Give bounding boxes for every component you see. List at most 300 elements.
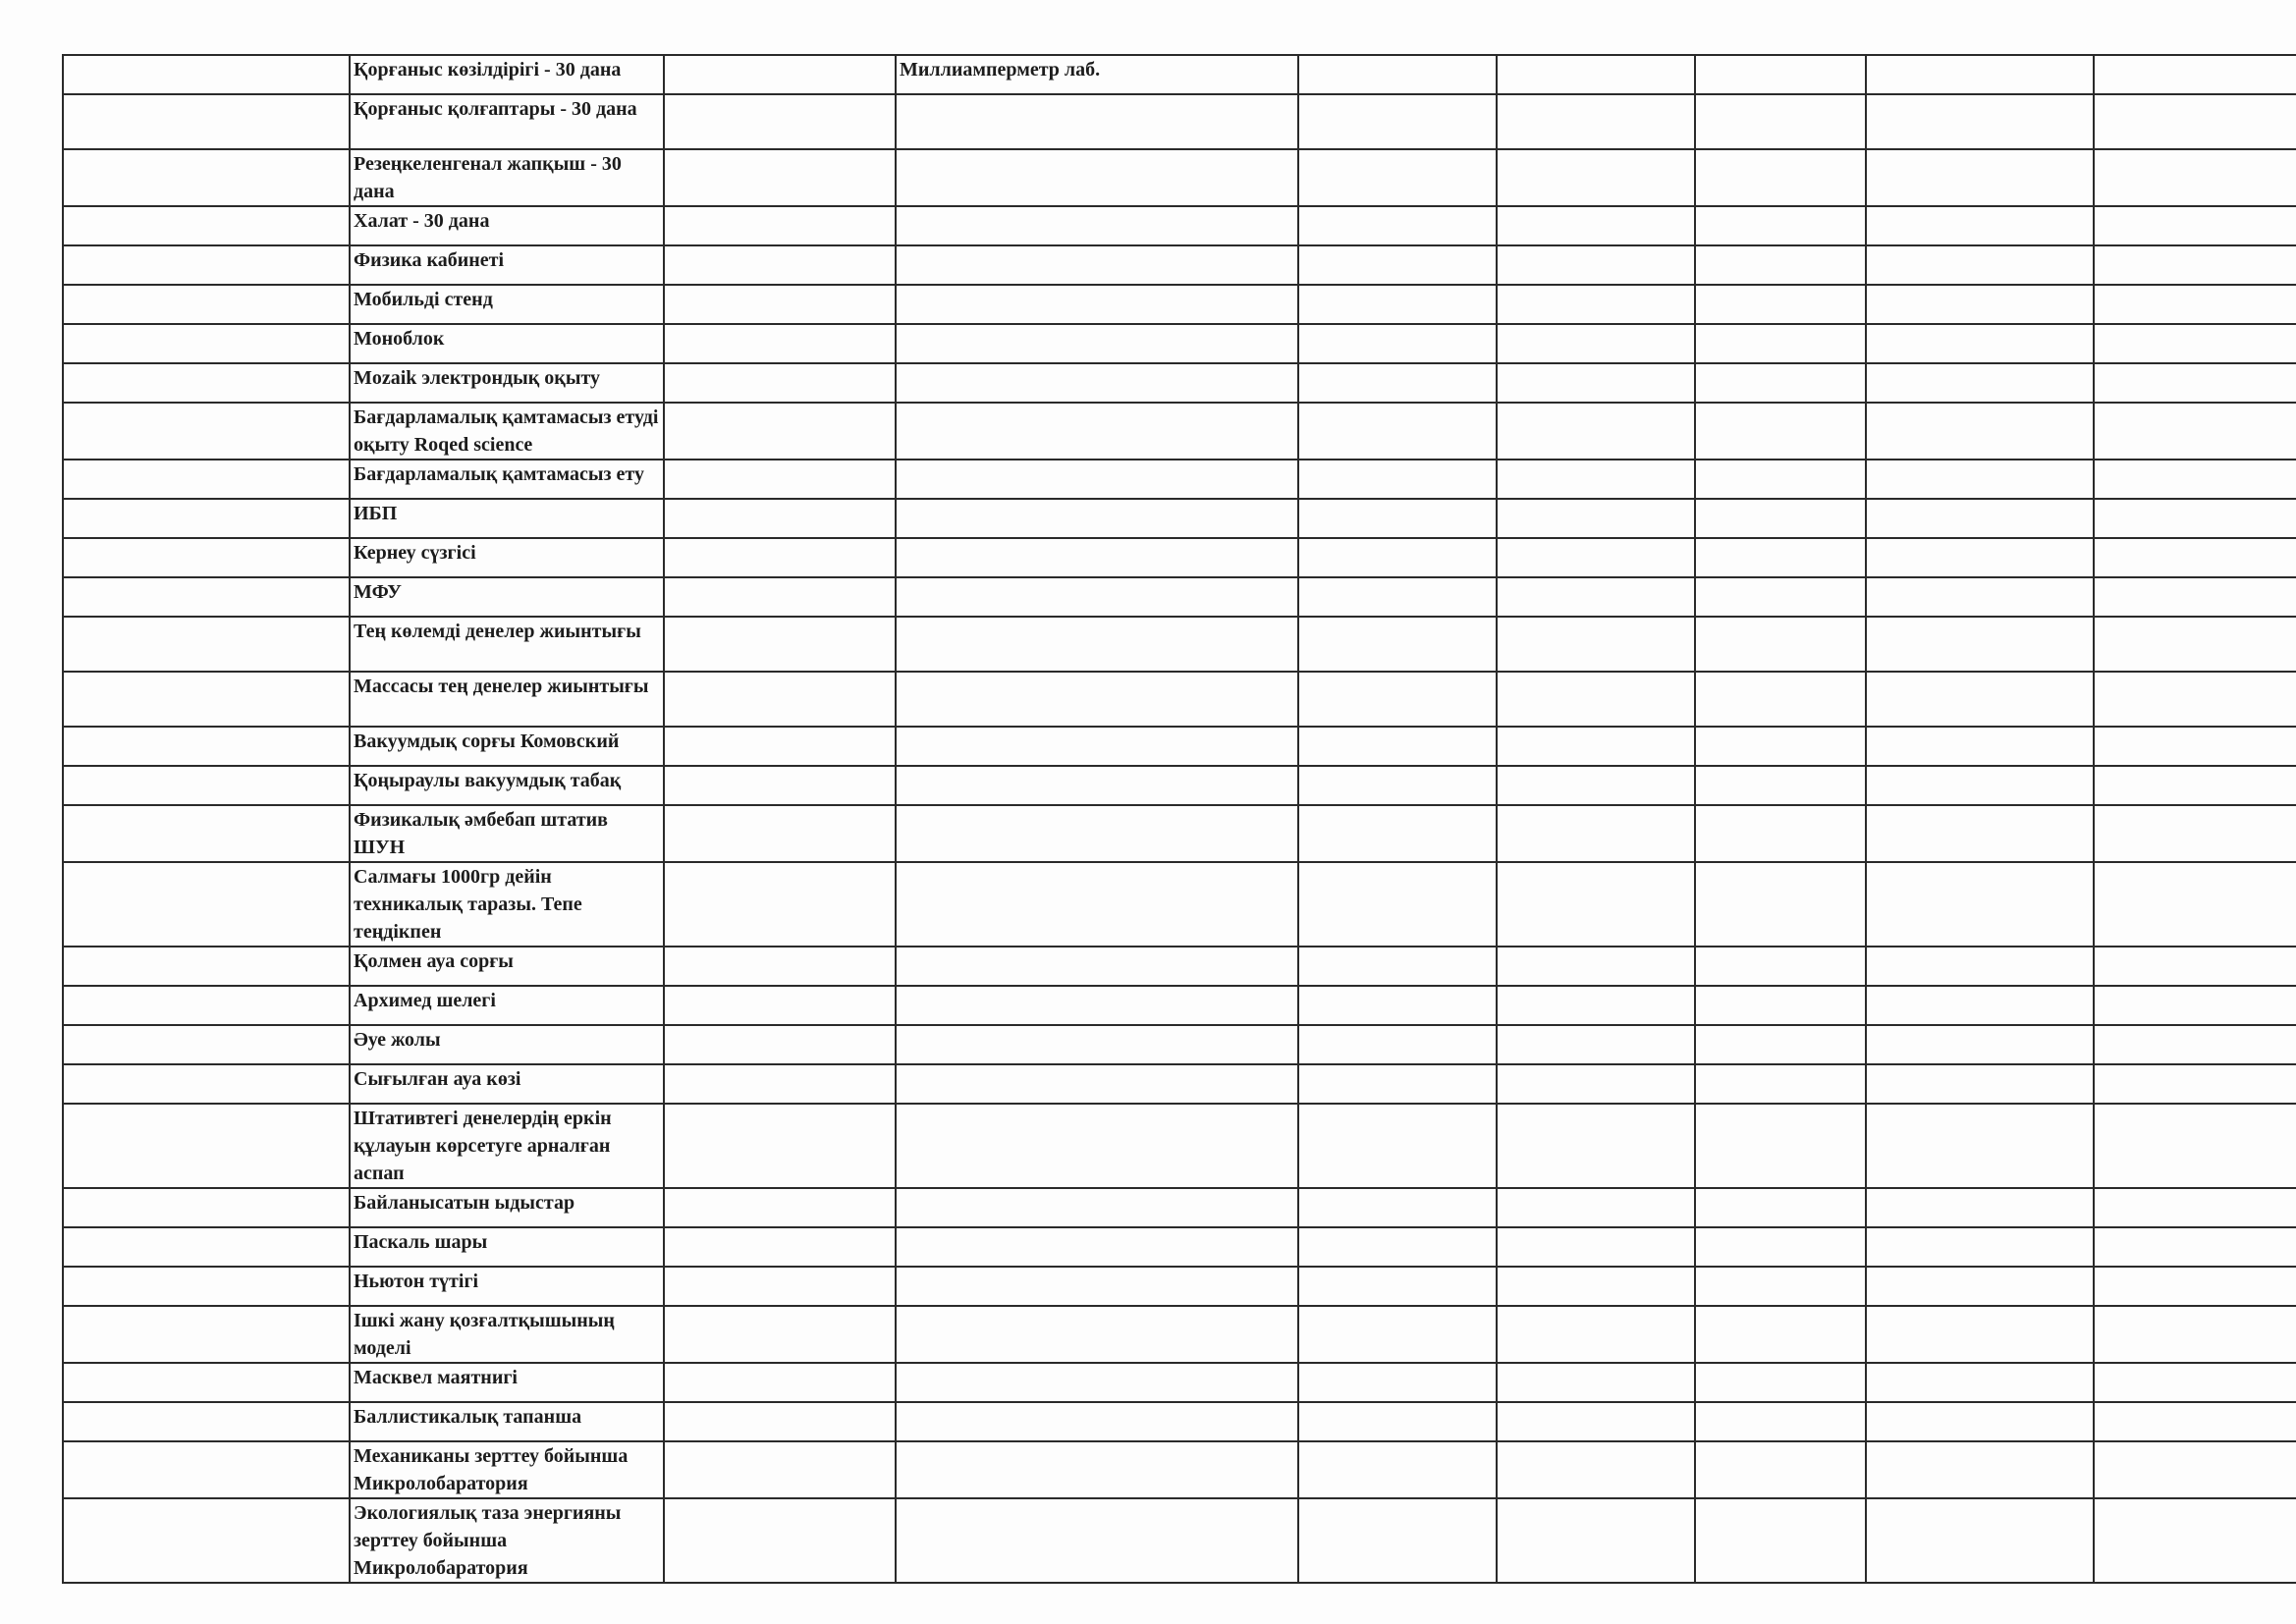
empty-cell (63, 499, 350, 538)
empty-cell (2094, 1025, 2296, 1064)
empty-cell (664, 324, 896, 363)
empty-cell (664, 499, 896, 538)
empty-cell (1695, 245, 1866, 285)
empty-cell (1695, 1363, 1866, 1402)
item-name-cell: Қорғаныс қолғаптары - 30 дана (350, 94, 664, 149)
instrument-cell (896, 94, 1298, 149)
empty-cell (2094, 206, 2296, 245)
empty-cell (664, 403, 896, 460)
empty-cell (1497, 1441, 1695, 1498)
item-name-cell: Бағдарламалық қамтамасыз ету (350, 460, 664, 499)
empty-cell (1298, 324, 1497, 363)
empty-cell (1695, 149, 1866, 206)
empty-cell (2094, 1402, 2296, 1441)
table-row (63, 363, 2296, 403)
empty-cell (1866, 94, 2094, 149)
table-row (63, 149, 2296, 206)
empty-cell (2094, 245, 2296, 285)
empty-cell (664, 460, 896, 499)
item-name-cell: Халат - 30 дана (350, 206, 664, 245)
empty-cell (1695, 1306, 1866, 1363)
instrument-cell (896, 1064, 1298, 1104)
empty-cell (1695, 805, 1866, 862)
empty-cell (2094, 499, 2296, 538)
empty-cell (1298, 766, 1497, 805)
table-row (63, 538, 2296, 577)
empty-cell (1298, 947, 1497, 986)
empty-cell (2094, 94, 2296, 149)
empty-cell (1695, 324, 1866, 363)
empty-cell (664, 805, 896, 862)
empty-cell (1298, 538, 1497, 577)
item-name-cell: Механиканы зерттеу бойынша Микролобаратория (350, 1441, 664, 1498)
empty-cell (2094, 460, 2296, 499)
empty-cell (1497, 499, 1695, 538)
table-row (63, 324, 2296, 363)
item-name-cell: Бағдарламалық қамтамасыз етуді оқыту Roqed science (350, 403, 664, 460)
instrument-cell (896, 1402, 1298, 1441)
empty-cell (63, 1064, 350, 1104)
table-row (63, 1498, 2296, 1583)
empty-cell (1497, 766, 1695, 805)
item-name-cell: Кернеу сүзгісі (350, 538, 664, 577)
empty-cell (63, 1498, 350, 1583)
empty-cell (1866, 766, 2094, 805)
item-name-cell: Архимед шелегі (350, 986, 664, 1025)
table-row (63, 285, 2296, 324)
instrument-cell (896, 1025, 1298, 1064)
empty-cell (2094, 1267, 2296, 1306)
empty-cell (63, 363, 350, 403)
empty-cell (63, 1267, 350, 1306)
empty-cell (664, 55, 896, 94)
empty-cell (2094, 1306, 2296, 1363)
item-name-cell: МФУ (350, 577, 664, 617)
empty-cell (63, 727, 350, 766)
instrument-cell (896, 206, 1298, 245)
empty-cell (1866, 1025, 2094, 1064)
table-row (63, 1064, 2296, 1104)
empty-cell (1497, 1104, 1695, 1188)
empty-cell (1866, 403, 2094, 460)
empty-cell (63, 617, 350, 672)
empty-cell (63, 805, 350, 862)
empty-cell (1298, 499, 1497, 538)
empty-cell (1695, 1188, 1866, 1227)
table-row (63, 403, 2296, 460)
empty-cell (63, 206, 350, 245)
item-name-cell: Байланысатын ыдыстар (350, 1188, 664, 1227)
empty-cell (1695, 538, 1866, 577)
empty-cell (664, 538, 896, 577)
empty-cell (664, 672, 896, 727)
empty-cell (1298, 986, 1497, 1025)
empty-cell (2094, 538, 2296, 577)
empty-cell (1497, 1025, 1695, 1064)
empty-cell (63, 577, 350, 617)
empty-cell (63, 986, 350, 1025)
empty-cell (1866, 727, 2094, 766)
empty-cell (1497, 324, 1695, 363)
table-row (63, 805, 2296, 862)
empty-cell (1497, 538, 1695, 577)
empty-cell (1866, 499, 2094, 538)
item-name-cell: Паскаль шары (350, 1227, 664, 1267)
empty-cell (1695, 862, 1866, 947)
empty-cell (63, 1025, 350, 1064)
inventory-table-body (63, 55, 2296, 1583)
empty-cell (1298, 577, 1497, 617)
instrument-cell (896, 285, 1298, 324)
table-row (63, 1025, 2296, 1064)
item-name-cell: Вакуумдық сорғы Комовский (350, 727, 664, 766)
empty-cell (1866, 1188, 2094, 1227)
empty-cell (1497, 1188, 1695, 1227)
empty-cell (1866, 805, 2094, 862)
empty-cell (1298, 55, 1497, 94)
empty-cell (664, 577, 896, 617)
empty-cell (664, 947, 896, 986)
empty-cell (1298, 617, 1497, 672)
empty-cell (1866, 1498, 2094, 1583)
instrument-cell (896, 1441, 1298, 1498)
empty-cell (1298, 727, 1497, 766)
empty-cell (2094, 986, 2296, 1025)
table-row (63, 862, 2296, 947)
empty-cell (1497, 577, 1695, 617)
instrument-cell (896, 1363, 1298, 1402)
empty-cell (1695, 363, 1866, 403)
empty-cell (1866, 1267, 2094, 1306)
empty-cell (2094, 577, 2296, 617)
table-row (63, 1402, 2296, 1441)
instrument-cell (896, 1498, 1298, 1583)
empty-cell (664, 766, 896, 805)
empty-cell (664, 285, 896, 324)
empty-cell (664, 1064, 896, 1104)
instrument-cell (896, 403, 1298, 460)
empty-cell (664, 727, 896, 766)
empty-cell (664, 94, 896, 149)
empty-cell (1695, 285, 1866, 324)
empty-cell (63, 285, 350, 324)
instrument-cell (896, 672, 1298, 727)
table-row (63, 766, 2296, 805)
table-row (63, 1188, 2296, 1227)
instrument-cell (896, 1267, 1298, 1306)
empty-cell (664, 363, 896, 403)
empty-cell (1298, 285, 1497, 324)
item-name-cell: Ньютон түтігі (350, 1267, 664, 1306)
empty-cell (1866, 460, 2094, 499)
empty-cell (2094, 1104, 2296, 1188)
instrument-cell (896, 766, 1298, 805)
empty-cell (2094, 1188, 2296, 1227)
table-row (63, 94, 2296, 149)
empty-cell (1866, 1064, 2094, 1104)
table-row (63, 1227, 2296, 1267)
empty-cell (63, 672, 350, 727)
empty-cell (1695, 55, 1866, 94)
empty-cell (1298, 862, 1497, 947)
empty-cell (2094, 55, 2296, 94)
empty-cell (2094, 862, 2296, 947)
empty-cell (1497, 149, 1695, 206)
table-row (63, 1267, 2296, 1306)
empty-cell (1695, 1025, 1866, 1064)
empty-cell (664, 1227, 896, 1267)
empty-cell (1695, 1498, 1866, 1583)
empty-cell (1695, 94, 1866, 149)
empty-cell (63, 947, 350, 986)
empty-cell (1298, 1064, 1497, 1104)
empty-cell (1866, 285, 2094, 324)
empty-cell (664, 617, 896, 672)
empty-cell (1695, 947, 1866, 986)
instrument-cell (896, 149, 1298, 206)
empty-cell (1497, 55, 1695, 94)
empty-cell (1695, 1064, 1866, 1104)
empty-cell (2094, 727, 2296, 766)
table-row (63, 617, 2296, 672)
empty-cell (2094, 363, 2296, 403)
empty-cell (2094, 1227, 2296, 1267)
empty-cell (2094, 1064, 2296, 1104)
empty-cell (1695, 1104, 1866, 1188)
empty-cell (664, 1306, 896, 1363)
empty-cell (1866, 1402, 2094, 1441)
empty-cell (1866, 538, 2094, 577)
empty-cell (63, 1188, 350, 1227)
empty-cell (2094, 149, 2296, 206)
empty-cell (1298, 1188, 1497, 1227)
empty-cell (1866, 862, 2094, 947)
empty-cell (1866, 1227, 2094, 1267)
empty-cell (2094, 766, 2296, 805)
instrument-cell: Миллиамперметр лаб. (896, 55, 1298, 94)
empty-cell (1298, 149, 1497, 206)
empty-cell (1866, 55, 2094, 94)
empty-cell (1298, 672, 1497, 727)
empty-cell (1298, 1363, 1497, 1402)
empty-cell (1497, 460, 1695, 499)
item-name-cell: Тең көлемді денелер жиынтығы (350, 617, 664, 672)
empty-cell (664, 1025, 896, 1064)
empty-cell (1497, 206, 1695, 245)
item-name-cell: Қоңыраулы вакуумдық табақ (350, 766, 664, 805)
item-name-cell: Қолмен ауа сорғы (350, 947, 664, 986)
empty-cell (1695, 1267, 1866, 1306)
empty-cell (1298, 1267, 1497, 1306)
instrument-cell (896, 577, 1298, 617)
empty-cell (664, 1363, 896, 1402)
instrument-cell (896, 862, 1298, 947)
empty-cell (1298, 1025, 1497, 1064)
empty-cell (1695, 1402, 1866, 1441)
item-name-cell: Экологиялық таза энергияны зерттеу бойынша Микролобаратория (350, 1498, 664, 1583)
empty-cell (2094, 617, 2296, 672)
empty-cell (664, 149, 896, 206)
empty-cell (1866, 149, 2094, 206)
empty-cell (1298, 206, 1497, 245)
empty-cell (1866, 363, 2094, 403)
empty-cell (63, 766, 350, 805)
table-row (63, 206, 2296, 245)
empty-cell (1866, 245, 2094, 285)
empty-cell (664, 1441, 896, 1498)
empty-cell (1497, 1227, 1695, 1267)
empty-cell (664, 1188, 896, 1227)
empty-cell (1866, 672, 2094, 727)
instrument-cell (896, 245, 1298, 285)
empty-cell (1497, 805, 1695, 862)
empty-cell (664, 206, 896, 245)
table-row (63, 245, 2296, 285)
empty-cell (63, 55, 350, 94)
empty-cell (1866, 1306, 2094, 1363)
instrument-cell (896, 1306, 1298, 1363)
empty-cell (1298, 245, 1497, 285)
empty-cell (2094, 947, 2296, 986)
empty-cell (1695, 460, 1866, 499)
empty-cell (1695, 403, 1866, 460)
empty-cell (1298, 1104, 1497, 1188)
empty-cell (2094, 403, 2296, 460)
empty-cell (1695, 727, 1866, 766)
empty-cell (1497, 363, 1695, 403)
inventory-table (62, 54, 2296, 1584)
table-row (63, 1306, 2296, 1363)
empty-cell (1497, 1267, 1695, 1306)
item-name-cell: Сығылған ауа көзі (350, 1064, 664, 1104)
instrument-cell (896, 499, 1298, 538)
empty-cell (63, 538, 350, 577)
empty-cell (1866, 1441, 2094, 1498)
table-row (63, 499, 2296, 538)
empty-cell (2094, 1363, 2296, 1402)
empty-cell (1497, 1306, 1695, 1363)
empty-cell (1866, 577, 2094, 617)
empty-cell (1298, 94, 1497, 149)
item-name-cell: Әуе жолы (350, 1025, 664, 1064)
empty-cell (664, 1498, 896, 1583)
empty-cell (63, 1227, 350, 1267)
empty-cell (1695, 1227, 1866, 1267)
table-row (63, 1104, 2296, 1188)
empty-cell (1695, 766, 1866, 805)
empty-cell (1497, 1363, 1695, 1402)
table-row (63, 1363, 2296, 1402)
empty-cell (1497, 617, 1695, 672)
empty-cell (63, 1441, 350, 1498)
empty-cell (63, 324, 350, 363)
empty-cell (1695, 1441, 1866, 1498)
empty-cell (63, 94, 350, 149)
table-row (63, 947, 2296, 986)
table-row (63, 55, 2296, 94)
empty-cell (63, 460, 350, 499)
empty-cell (2094, 285, 2296, 324)
instrument-cell (896, 1227, 1298, 1267)
empty-cell (1298, 1402, 1497, 1441)
table-row (63, 1441, 2296, 1498)
empty-cell (2094, 1498, 2296, 1583)
table-row (63, 460, 2296, 499)
empty-cell (664, 986, 896, 1025)
empty-cell (1695, 986, 1866, 1025)
table-row (63, 672, 2296, 727)
empty-cell (1695, 672, 1866, 727)
instrument-cell (896, 617, 1298, 672)
empty-cell (1866, 1363, 2094, 1402)
empty-cell (63, 1306, 350, 1363)
empty-cell (63, 403, 350, 460)
empty-cell (1298, 1441, 1497, 1498)
empty-cell (63, 1104, 350, 1188)
item-name-cell: Физика кабинеті (350, 245, 664, 285)
instrument-cell (896, 1104, 1298, 1188)
item-name-cell: Штативтегі денелердің еркін құлауын көрсетуге арналған аспап (350, 1104, 664, 1188)
empty-cell (1497, 1064, 1695, 1104)
item-name-cell: Массасы тең денелер жиынтығы (350, 672, 664, 727)
empty-cell (1497, 862, 1695, 947)
instrument-cell (896, 727, 1298, 766)
item-name-cell: Мобильді стенд (350, 285, 664, 324)
empty-cell (63, 245, 350, 285)
item-name-cell: Mozaik электрондық оқыту (350, 363, 664, 403)
empty-cell (1298, 805, 1497, 862)
empty-cell (1497, 94, 1695, 149)
table-row (63, 986, 2296, 1025)
empty-cell (1497, 672, 1695, 727)
empty-cell (1695, 617, 1866, 672)
empty-cell (1298, 1306, 1497, 1363)
empty-cell (1866, 986, 2094, 1025)
empty-cell (1497, 403, 1695, 460)
empty-cell (664, 1104, 896, 1188)
empty-cell (1866, 617, 2094, 672)
empty-cell (2094, 672, 2296, 727)
empty-cell (1497, 727, 1695, 766)
empty-cell (664, 1402, 896, 1441)
empty-cell (2094, 324, 2296, 363)
empty-cell (1497, 986, 1695, 1025)
empty-cell (2094, 805, 2296, 862)
empty-cell (1497, 1402, 1695, 1441)
instrument-cell (896, 947, 1298, 986)
empty-cell (1695, 577, 1866, 617)
item-name-cell: Баллистикалық тапанша (350, 1402, 664, 1441)
empty-cell (664, 1267, 896, 1306)
instrument-cell (896, 1188, 1298, 1227)
item-name-cell: Салмағы 1000гр дейін техникалық таразы. Тепе теңдікпен (350, 862, 664, 947)
empty-cell (1497, 1498, 1695, 1583)
empty-cell (664, 245, 896, 285)
empty-cell (2094, 1441, 2296, 1498)
item-name-cell: Физикалық әмбебап штатив ШУН (350, 805, 664, 862)
item-name-cell: Масквел маятнигі (350, 1363, 664, 1402)
empty-cell (1866, 206, 2094, 245)
empty-cell (1866, 947, 2094, 986)
empty-cell (1866, 1104, 2094, 1188)
empty-cell (63, 149, 350, 206)
empty-cell (1298, 1227, 1497, 1267)
empty-cell (1298, 363, 1497, 403)
empty-cell (63, 862, 350, 947)
empty-cell (63, 1402, 350, 1441)
table-row (63, 727, 2296, 766)
table-row (63, 577, 2296, 617)
